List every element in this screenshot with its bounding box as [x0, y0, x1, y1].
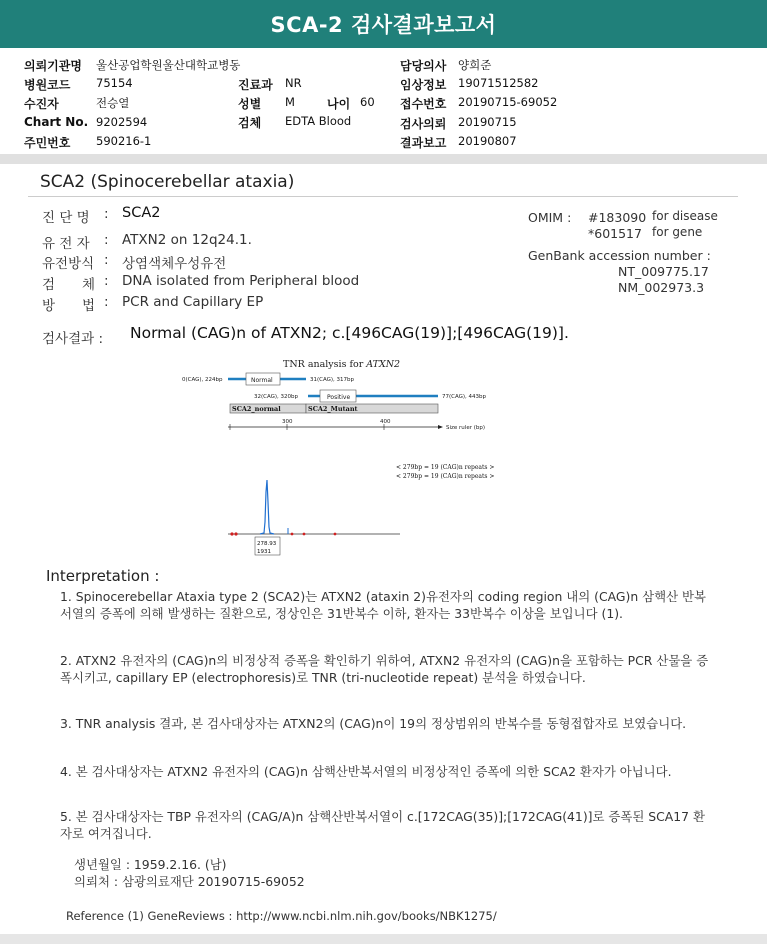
request-date-value: 20190715 — [458, 115, 517, 129]
age-label: 나이 — [327, 97, 351, 111]
peak-size-label: 278.93 — [257, 541, 277, 547]
title-bar — [0, 0, 767, 48]
specimen-key: 검 체 — [42, 277, 96, 293]
genbank-id-1: NT_009775.17 — [618, 264, 709, 279]
resident-no-label: 주민번호 — [24, 136, 71, 150]
tnr-figure — [170, 352, 530, 572]
gene-key: 유 전 자 — [42, 236, 90, 252]
sex-label: 성별 — [238, 97, 262, 111]
repeat-line-1: < 279bp = 19 (CAG)n repeats > — [396, 464, 495, 471]
result-value: Normal (CAG)n of ATXN2; c.[496CAG(19)];[496CAG(19)]. — [130, 324, 569, 342]
figure-title: TNR analysis for ATXN2 — [283, 359, 401, 370]
clinical-info-label: 임상정보 — [400, 78, 447, 92]
paragraph-1: 1. Spinocerebellar Ataxia type 2 (SCA2)는 ATXN2 (ataxin 2)유전자의 coding region 내의 (CAG)n 삼핵산 반복서열의 증폭에 의해 발생하는 질환으로, 정상인은 31반복수 이하, 환자는 33반복수 이상을 보입니다 (1). — [60, 589, 706, 621]
doctor-value: 양희준 — [458, 58, 492, 72]
receipt-no-value: 20190715-69052 — [458, 95, 558, 109]
omim-gene-text: for gene — [652, 225, 703, 239]
sex-value: M — [285, 95, 295, 109]
hospital-label: 의뢰기관명 — [24, 59, 82, 73]
specimen-sep: : — [104, 273, 109, 289]
request-date-label: 검사의뢰 — [400, 117, 447, 131]
paragraph-5: 5. 본 검사대상자는 TBP 유전자의 (CAG/A)n 삼핵산반복서열이 c.[172CAG(35)];[172CAG(41)]로 증폭된 SCA17 환자로 여겨집니다. — [60, 809, 705, 841]
specimen-value: EDTA Blood — [285, 114, 352, 128]
paragraph-4: 4. 본 검사대상자는 ATXN2 유전자의 (CAG)n 삼핵산반복서열의 비정상적인 증폭에 의한 SCA2 환자가 아닙니다. — [60, 764, 672, 779]
ruler-arrow — [438, 425, 443, 429]
receipt-no-label: 접수번호 — [400, 97, 447, 111]
size-marker-3 — [291, 533, 294, 536]
inheritance-value: 상염색체우성유전 — [122, 256, 227, 272]
positive-box-label: Positive — [327, 394, 351, 401]
omim-disease-id: #183090 — [588, 210, 647, 225]
hospital-code-value: 75154 — [96, 76, 133, 90]
resident-no-value: 590216-1 — [96, 134, 152, 148]
requester: 의뢰처 : 삼광의료재단 20190715-69052 — [74, 874, 305, 889]
band-normal-label: SCA2_normal — [232, 405, 281, 413]
normal-box-label: Normal — [251, 377, 273, 384]
header-divider — [0, 154, 767, 164]
size-marker-5 — [334, 533, 337, 536]
peak-height-label: 1931 — [257, 549, 271, 555]
birth-date: 생년월일 : 1959.2.16. (남) — [74, 857, 227, 872]
chart-no-label: Chart No. — [24, 115, 89, 129]
method-sep: : — [104, 294, 109, 310]
interpretation-title: Interpretation : — [46, 567, 160, 585]
doctor-label: 담당의사 — [400, 59, 447, 73]
department-label: 진료과 — [238, 78, 273, 92]
omim-disease-text: for disease — [652, 209, 718, 223]
patient-value: 전승열 — [96, 96, 130, 110]
method-key: 방 법 — [42, 298, 96, 314]
clinical-info-value: 19071512582 — [458, 76, 539, 90]
positive-right-label: 77(CAG), 443bp — [442, 394, 487, 400]
genbank-id-2: NM_002973.3 — [618, 280, 705, 295]
hospital-code-label: 병원코드 — [24, 78, 71, 92]
paragraph-3: 3. TNR analysis 결과, 본 검사대상자는 ATXN2의 (CAG)n이 19의 정상범위의 반복수를 동형접합자로 보였습니다. — [60, 716, 687, 731]
paragraph-2: 2. ATXN2 유전자의 (CAG)n의 비정상적 증폭을 확인하기 위하여, ATXN2 유전자의 (CAG)n을 포함하는 PCR 산물을 증폭시키고, capillary EP (electrophoresis)로 TNR (tri-nucleotide repeat) 분석을 하였습니다. — [60, 653, 709, 685]
tick-400-label: 400 — [380, 419, 391, 425]
gene-value: ATXN2 on 12q24.1. — [122, 232, 252, 248]
department-value: NR — [285, 76, 302, 90]
specimen-info-value: DNA isolated from Peripheral blood — [122, 273, 360, 289]
gene-sep: : — [104, 232, 109, 248]
positive-left-label: 32(CAG), 320bp — [254, 394, 299, 400]
ruler-label: Size ruler (bp) — [446, 425, 485, 431]
size-marker-2 — [234, 532, 237, 535]
hospital-value: 울산공업학원울산대학교병동 — [96, 58, 241, 72]
size-marker-4 — [303, 533, 306, 536]
band-mutant-label: SCA2_Mutant — [308, 405, 358, 413]
diagnosis-sep: : — [104, 206, 109, 222]
specimen-label: 검체 — [238, 116, 262, 130]
normal-right-label: 31(CAG), 317bp — [310, 377, 355, 383]
diagnosis-value: SCA2 — [122, 205, 161, 221]
genbank-label: GenBank accession number : — [528, 248, 711, 263]
reference: Reference (1) GeneReviews : http://www.ncbi.nlm.nih.gov/books/NBK1275/ — [66, 909, 497, 923]
section-divider — [28, 196, 738, 197]
size-marker-1 — [230, 532, 233, 535]
footer-strip — [0, 934, 767, 944]
patient-label: 수진자 — [24, 97, 59, 111]
age-value: 60 — [360, 95, 375, 109]
tick-300-label: 300 — [282, 419, 293, 425]
section-title: SCA2 (Spinocerebellar ataxia) — [40, 172, 295, 192]
report-title: SCA-2 검사결과보고서 — [270, 13, 497, 37]
report-date-label: 결과보고 — [400, 136, 447, 150]
diagnosis-key: 진 단 명 — [42, 210, 90, 226]
report-date-value: 20190807 — [458, 134, 517, 148]
omim-label: OMIM : — [528, 210, 572, 225]
peak-trace — [260, 480, 274, 534]
method-value: PCR and Capillary EP — [122, 294, 264, 310]
normal-left-label: 0(CAG), 224bp — [182, 377, 223, 383]
chart-no-value: 9202594 — [96, 115, 148, 129]
result-label: 검사결과 : — [42, 331, 104, 347]
omim-gene-id: *601517 — [588, 226, 642, 241]
inheritance-sep: : — [104, 252, 109, 268]
inheritance-key: 유전방식 — [42, 256, 95, 272]
repeat-line-2: < 279bp = 19 (CAG)n repeats > — [396, 473, 495, 480]
